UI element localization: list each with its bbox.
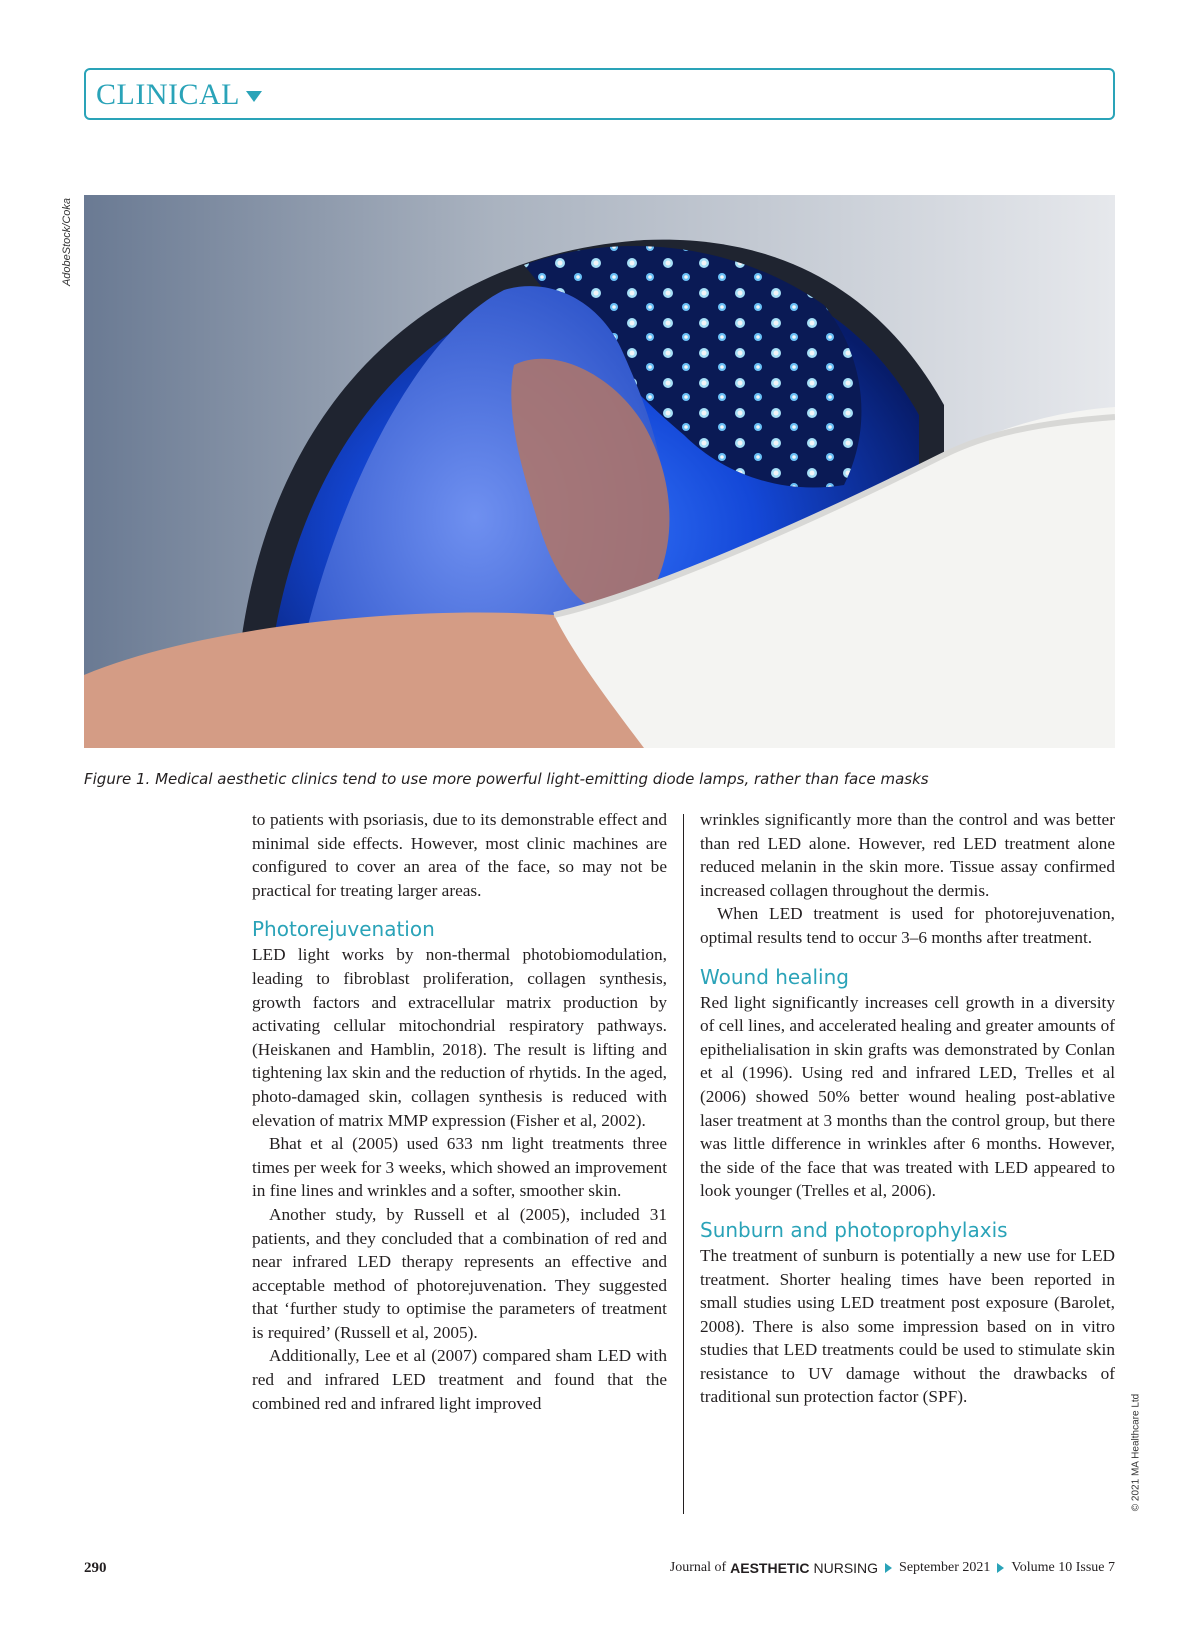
led-therapy-illustration <box>84 195 1115 748</box>
paragraph: Bhat et al (2005) used 633 nm light treatments three times per week for 3 weeks, which showed an improvement in fine lines and wrinkles and a softer, smoother skin. <box>252 1134 667 1201</box>
copyright-text: © 2021 MA Healthcare Ltd <box>1130 1393 1142 1512</box>
paragraph: Another study, by Russell et al (2005), included 31 patients, and they concluded that a combination of red and near infrared LED therapy represents an effective and acceptable method of photorejuvenation. They suggested that ‘further study to optimise the parameters of treatment is required’ (Russell et al, 2005). <box>252 1204 667 1342</box>
column-left <box>252 808 667 1415</box>
heading-photorejuvenation: Photorejuvenation <box>252 917 435 942</box>
paragraph: LED light works by non-thermal photobiomodulation, leading to fibroblast proliferation, collagen synthesis, growth factors and extracellular matrix production by activating cellular mitochondrial respiratory pathways. (Heiskanen and Hamblin, 2018). The result is lifting and tightening lax skin and the reduction of rhytids. In the aged, photo-damaged skin, collagen synthesis is reduced with elevation of matrix MMP expression (Fisher et al, 2002). <box>252 945 667 1130</box>
paragraph: Red light significantly increases cell growth in a diversity of cell lines, and accelerated healing and greater amounts of epithelialisation in skin grafts was demonstrated by Conlan et al (1996). Using red and infrared LED, Trelles et al (2006) showed 50% better wound healing post-ablative laser treatment at 3 months than the control group, but there was little difference in wrinkles after 6 months. However, the side of the face that was treated with LED appeared to look younger (Trelles et al, 2006). <box>700 992 1115 1201</box>
column-right <box>700 808 1115 1409</box>
triangle-down-icon <box>246 91 262 102</box>
copyright-notice <box>1128 1390 1144 1520</box>
figure-caption: Figure 1. Medical aesthetic clinics tend to use more powerful light-emitting diode lamps, rather than face masks <box>84 770 929 788</box>
issue-date: September 2021 <box>899 1560 991 1575</box>
paragraph: Additionally, Lee et al (2007) compared sham LED with red and infrared LED treatment and found that the combined red and infrared light improved <box>252 1346 667 1413</box>
section-header <box>84 68 1115 120</box>
column-divider <box>683 814 684 1514</box>
journal-title-bold: AESTHETIC <box>730 1560 810 1576</box>
figure-photo <box>84 195 1115 748</box>
heading-sunburn: Sunburn and photoprophylaxis <box>700 1217 1008 1242</box>
paragraph: to patients with psoriasis, due to its demonstrable effect and minimal side effects. However, most clinic machines are configured to cover an area of the face, so may not be practical for treating larger areas. <box>252 810 667 900</box>
heading-wound-healing: Wound healing <box>700 964 849 989</box>
section-label <box>96 78 262 112</box>
paragraph: The treatment of sunburn is potentially a new use for LED treatment. Shorter healing times have been reported in small studies using LED treatment post exposure (Barolet, 2008). There is also some impression based on in vitro studies that LED treatments could be used to stimulate skin resistance to UV damage without the drawbacks of traditional sun protection factor (SPF). <box>700 1245 1115 1407</box>
journal-title-rest: NURSING <box>813 1560 879 1576</box>
arrow-right-icon <box>997 1563 1004 1573</box>
section-title: CLINICAL <box>96 78 240 111</box>
paragraph: wrinkles significantly more than the control and was better than red LED alone. However, red LED treatment alone reduced melanin in the skin more. Tissue assay confirmed increased collagen throughout the dermis. <box>700 810 1115 900</box>
journal-footer <box>670 1560 1115 1576</box>
photo-credit <box>57 197 77 290</box>
volume-issue: Volume 10 Issue 7 <box>1011 1560 1115 1575</box>
arrow-right-icon <box>885 1563 892 1573</box>
photo-credit-text: AdobeStock/Coka <box>61 197 73 287</box>
journal-prefix: Journal of <box>669 1560 727 1575</box>
page-number: 290 <box>84 1560 107 1576</box>
paragraph: When LED treatment is used for photorejuvenation, optimal results tend to occur 3–6 months after treatment. <box>700 904 1115 947</box>
